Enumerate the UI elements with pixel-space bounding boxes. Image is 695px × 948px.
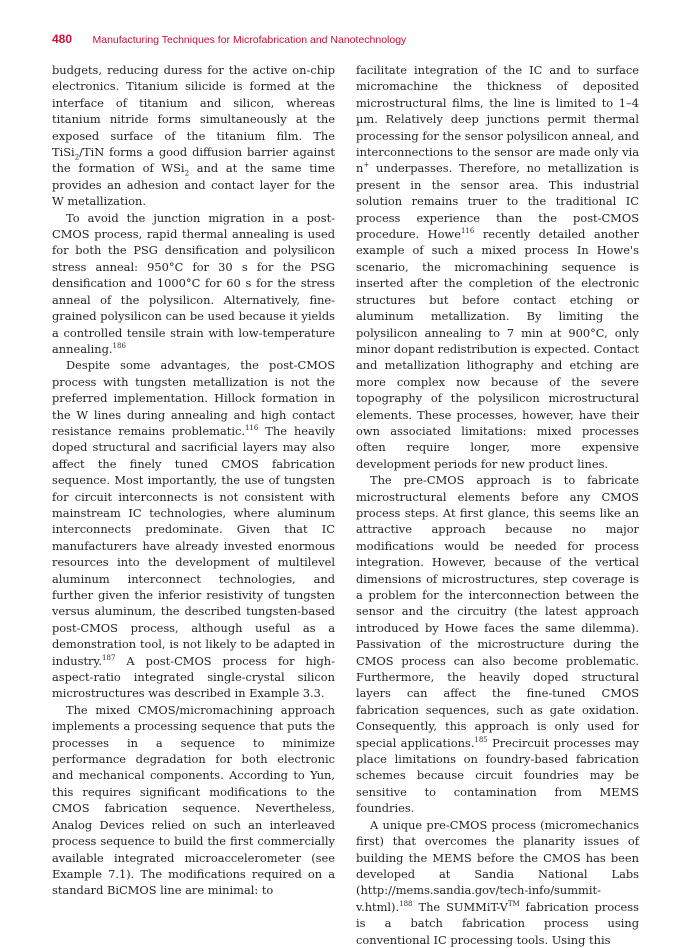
page-number: 480 bbox=[52, 32, 73, 46]
right-column bbox=[356, 62, 639, 948]
citation: 188 bbox=[399, 899, 413, 908]
paragraph: budgets, reducing duress for the active on-chip electronics. Titanium silicide is formed at the interface of titanium and silicon, whereas titanium nitride forms simultaneously at the exposed surface of the titanium film. The TiSi$_2$/TiN forms a good diffusion barrier against the formation of WSi$_2$ and at the same time provides an adhesion and contact layer for the W metallization. bbox=[52, 63, 335, 209]
citation: 116 bbox=[460, 227, 475, 236]
citation: 187 bbox=[102, 653, 116, 662]
paragraph: facilitate integration of the IC and to surface micromachine the thickness of deposited microstructural films, the line is limited to 1–4 µm. Relatively deep junctions permit thermal processing for the sensor polysilicon anneal, and interconnections to the sensor are made only via n+ underpasses. Therefore, no metallization is present in the sensor area. This industrial solution remains truer to the traditional IC process experience than the post-CMOS procedure. Howe$^{116}$ recently detailed another example of such a mixed process In Howe's scenario, the micromachining sequence is inserted after the completion of the electronic structures but before contact etching or aluminum metallization. By limiting the polysilicon annealing to 7 min at 900°C, only minor dopant redistribution is expected. Contact and metallization lithography and etching are more complex now because of the severe topography of the polysilicon microstructural elements. These processes, however, have their own associated limitations: mixed processes often require longer, more expensive development periods for new product lines. bbox=[356, 63, 639, 471]
paragraph: Despite some advantages, the post-CMOS process with tungsten metallization is not the preferred implementation. Hillock formation in the W lines during annealing and high contact resistance remains problematic.$^{116}$ The heavily doped structural and sacrificial layers may also affect the finely tuned CMOS fabrication sequence. Most importantly, the use of tungsten for circuit interconnects is not consistent with mainstream IC technologies, where aluminum interconnects predominate. Given that IC manufacturers have already invested enormous resources into the development of multilevel aluminum interconnect technologies, and further given the inferior resistivity of tungsten versus aluminum, the described tungsten-based post-CMOS process, although useful as a demonstration tool, is not likely to be adapted in industry.$^{187}$ A post-CMOS process for high-aspect-ratio integrated single-crystal silicon microstructures was described in Example 3.3. bbox=[52, 358, 335, 701]
paragraph: The pre-CMOS approach is to fabricate microstructural elements before any CMOS process steps. At first glance, this seems like an attractive approach because no major modifications would be needed for process integration. However, because of the vertical dimensions of microstructures, step coverage is a problem for the interconnection between the sensor and the circuitry (the latest approach introduced by Howe faces the same dilemma). Passivation of the microstructure during the CMOS process can also become problematic. Furthermore, the heavily doped structural layers can affect the fine-tuned CMOS fabrication sequences, such as gate oxidation. Consequently, this approach is only used for special applications.$^{185}$ Precircuit processes may place limitations on foundry-based fabrication schemes because circuit foundries may be sensitive to contamination from MEMS foundries. bbox=[356, 473, 639, 816]
paragraph: To avoid the junction migration in a post-CMOS process, rapid thermal annealing is used for both the PSG densification and polysilicon stress anneal: 950°C for 30 s for the PSG densification and 1000°C for 60 s for the stress anneal of the polysilicon. Alternatively, fine-grained polysilicon can be used because it yields a controlled tensile strain with low-temperature annealing.$^{186}$ bbox=[52, 210, 335, 356]
left-column bbox=[52, 62, 335, 899]
running-header bbox=[52, 30, 652, 48]
citation: 186 bbox=[112, 342, 126, 351]
paragraph: A unique pre-CMOS process (micromechanics first) that overcomes the planarity issues of building the MEMS before the CMOS has been developed at Sandia National Labs (http://mems.sandia.gov/tech-info/summit-v.html).$^{188}$ The SUMMiT-V™ fabrication process is a batch fabrication process using conventional IC processing tools. Using this bbox=[356, 817, 639, 947]
citation: 116 bbox=[244, 424, 259, 433]
running-title: Manufacturing Techniques for Microfabrication and Nanotechnology bbox=[92, 34, 407, 46]
paragraph: The mixed CMOS/micromachining approach implements a processing sequence that puts the processes in a sequence to minimize performance degradation for both electronic and mechanical components. According to Yun, this requires significant modifications to the CMOS fabrication sequence. Nevertheless, Analog Devices relied on such an interleaved process sequence to build the first commercially available integrated microaccelerometer (see Example 7.1). The modifications required on a standard BiCMOS line are minimal: to bbox=[52, 702, 335, 898]
citation: 185 bbox=[474, 735, 488, 744]
